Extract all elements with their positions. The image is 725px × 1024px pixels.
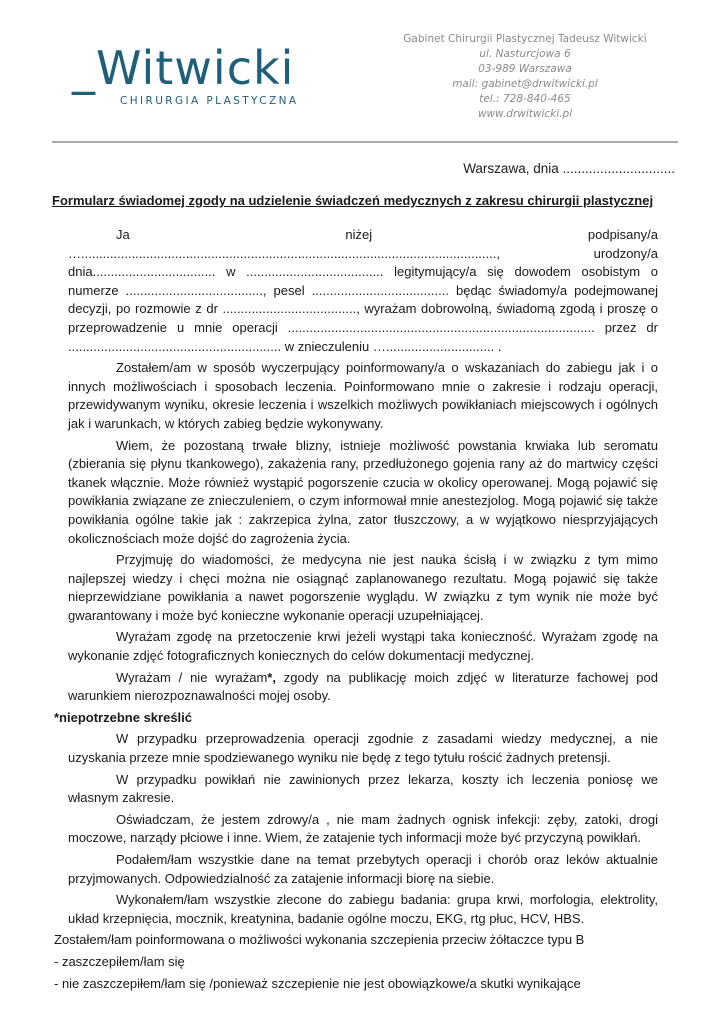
clinic-logo xyxy=(72,41,312,111)
logo-subtitle: CHIRURGIA PLASTYCZNA xyxy=(120,95,299,107)
paragraph-health-statement: Oświadczam, że jestem zdrowy/a , nie mam żadnych ognisk infekcji: zęby, zatoki, drogi moczowe, narządy płciowe i inne. Wiem, że zatajenie tych informacji może być przyczyną powikłań. xyxy=(68,811,658,846)
contact-city: 03-989 Warszawa xyxy=(478,63,572,75)
contact-street: ul. Nasturcjowa 6 xyxy=(479,48,571,60)
contact-email: mail: gabinet@drwitwicki.pl xyxy=(452,78,598,90)
clinic-contact xyxy=(390,32,660,122)
paragraph-complication-costs: W przypadku powikłań nie zawinionych przez lekarza, koszty ich leczenia poniosę we własnym zakresie. xyxy=(68,771,658,806)
paragraph-informed: Zostałem/am w sposób wyczerpujący poinformowany/a o wskazaniach do zabiegu jak i o innych możliwościach i sposobach leczenia. Poinformowano mnie o zakresie i rodzaju operacji, przewidywanym wyniku, okresie leczenia i wszelkich możliwych powikłaniach miejscowych i ogólnych jak i warunkach, w których zabieg będzie wykonywany. xyxy=(68,360,658,431)
publication-text: zgody na publikację moich zdjęć w literaturze fachowej pod warunkiem nierozpoznawalności mojej osoby. xyxy=(68,669,658,704)
strike-note: *niepotrzebne skreślić xyxy=(54,709,192,725)
paragraph-no-claims: W przypadku przeprowadzenia operacji zgodnie z zasadami wiedzy medycznej, a nie uzyskania przeze mnie spodziewanego wyniku nie będę z tego tytułu rościć żadnych pretensji. xyxy=(68,731,658,766)
paragraph-tests: Wykonałem/łam wszystkie zlecone do zabiegu badania: grupa krwi, morfologia, elektrolity, układ krzepnięcia, mocznik, kreatynina, badanie ogólne moczu, EKG, rtg płuc, HCV, HBS. xyxy=(68,892,658,926)
date-line: Warszawa, dnia .............................. xyxy=(463,161,675,176)
publication-choice: Wyrażam / nie wyrażam xyxy=(116,669,268,685)
contact-website: www.drwitwicki.pl xyxy=(477,108,573,120)
paragraph-personal-data: Ja niżej podpisany/a …..................................................................................................................., urodzony/a dnia.................................. w ...................................... legitymujący/a się dowodem osobistym o numerze ......................................, pesel ...................................... będąc świadomy/a podejmowanej decyzji, po rozmowie z dr ....................................., wyrażam dobrowolną, świadomą zgodą i proszę o przeprowadzenie u mnie operacji ..................................................................................... przez dr ........................................................... w znieczuleniu ….............................. . xyxy=(68,227,658,354)
contact-phone: tel.: 728-840-465 xyxy=(479,93,571,105)
paragraph-risks: Wiem, że pozostaną trwałe blizny, istnieje możliwość powstania krwiaka lub seromatu (zbierania się płynu tkankowego), zakażenia rany, przedłużonego gojenia rany aż do martwicy części tkanek włącznie. Może również wystąpić pogorszenie czucia w okolicy operowanej. Mogą pojawić się powikłania związane ze znieczuleniem, o czym informował mnie anestezjolog. Mogą pojawić się także powikłania ogólne takie jak : zakrzepica żylna, zator tłuszczowy, a w wyjątkowo niesprzyjających okolicznościach może dojść do zagrożenia życia. xyxy=(68,437,658,546)
vaccination-option-yes: - zaszczepiłem/łam się xyxy=(54,953,185,969)
logo-wordmark: _Witwicki xyxy=(72,41,295,95)
vaccination-option-no: - nie zaszczepiłem/łam się /ponieważ szczepienie nie jest obowiązkowe/a skutki wynikające xyxy=(54,975,581,991)
paragraph-blood-photos: Wyrażam zgodę na przetoczenie krwi jeżeli wystąpi taka konieczność. Wyrażam zgodę na wykonanie zdjęć fotograficznych koniecznych do celów dokumentacji medycznej. xyxy=(68,629,658,664)
form-title: Formularz świadomej zgody na udzielenie świadczeń medycznych z zakresu chirurgii plastycznej xyxy=(52,193,654,208)
paragraph-history: Podałem/łam wszystkie dane na temat przebytych operacji i chorób oraz leków aktualnie przyjmowanych. Odpowiedzialność za zatajenie informacji biorę na siebie. xyxy=(68,852,658,886)
consent-body xyxy=(54,226,658,996)
paragraph-publication xyxy=(68,669,658,706)
header-divider xyxy=(52,141,678,143)
paragraph-vaccination: Zostałem/łam poinformowana o możliwości wykonania szczepienia przeciw żółtaczce typu B xyxy=(54,932,585,948)
contact-clinic-name: Gabinet Chirurgii Plastycznej Tadeusz Witwicki xyxy=(403,33,647,45)
publication-asterisk: *, xyxy=(267,669,276,685)
paragraph-no-guarantee: Przyjmuję do wiadomości, że medycyna nie jest nauka ścisłą i w związku z tym mimo najlepszej wiedzy i chęci można nie osiągnąć zaplanowanego rezultatu. Mogą pojawić się także nieprzewidziane powikłania a nawet pogorszenie wyglądu. W związku z tym wynik nie może być gwarantowany i może być konieczne wykonanie operacji uzupełniającej. xyxy=(68,552,658,623)
